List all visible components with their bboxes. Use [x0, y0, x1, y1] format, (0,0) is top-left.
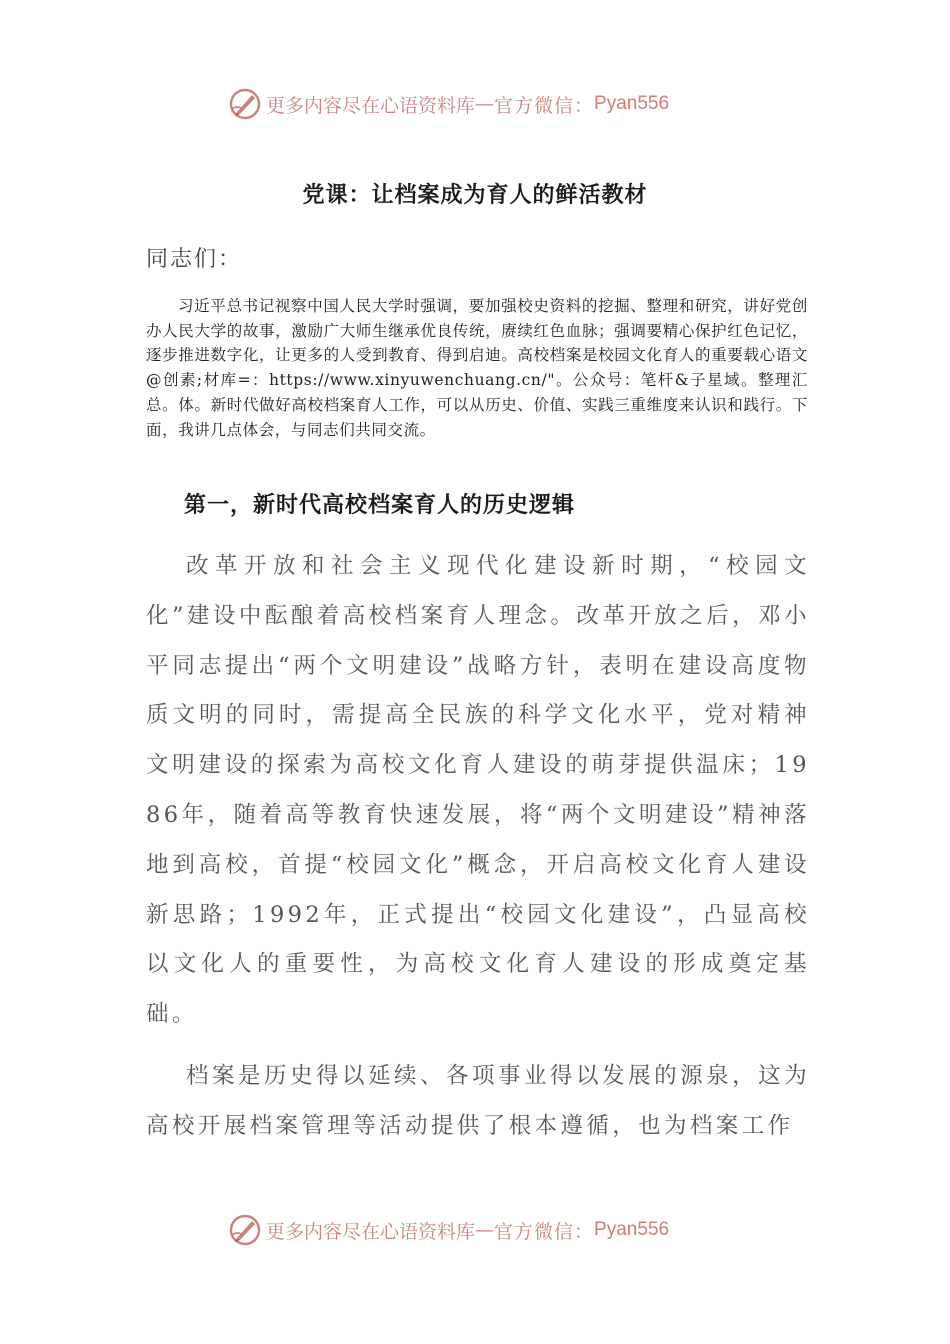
salutation: 同志们： — [146, 247, 243, 272]
banner-text: 更多内容尽在心语资料库 — [266, 1220, 476, 1243]
banner-wechat-id: Pyan556 — [594, 93, 670, 114]
banner-wechat-label: 官方微信： — [494, 94, 595, 117]
watermark-banner-top — [228, 84, 669, 124]
document-title: 党课：让档案成为育人的鲜活教材 — [302, 182, 648, 208]
banner-wechat-label: 官方微信： — [494, 1220, 595, 1243]
banner-separator: — — [475, 93, 495, 115]
banner-separator: — — [475, 1219, 495, 1241]
pen-logo-icon — [228, 87, 262, 121]
watermark-banner-bottom — [228, 1210, 669, 1250]
body-paragraph: 改革开放和社会主义现代化建设新时期，“校园文化”建设中酝酿着高校档案育人理念。改革开放之后，邓小平同志提出“两个文明建设”战略方针，表明在建设高度物质文明的同时，需提高全民族的科学文化水平，党对精神文明建设的探索为高校文化育人建设的萌芽提供温床；1986年，随着高等教育快速发展，将“两个文明建设”精神落地到高校，首提“校园文化”概念，开启高校文化育人建设新思路；1992年，正式提出“校园文化建设”，凸显高校以文化人的重要性，为高校文化育人建设的形成奠定基础。 — [146, 553, 810, 1028]
pen-logo-icon — [228, 1213, 262, 1247]
intro-paragraph: 习近平总书记视察中国人民大学时强调，要加强校史资料的挖掘、整理和研究，讲好党创办人民大学的故事，激励广大师生继承优良传统，赓续红色血脉；强调要精心保护红色记忆，逐步推进数字化，让更多的人受到教育、得到启迪。高校档案是校园文化育人的重要载心语文@创素;材库=：https://www.xinyuwenchuang.cn/"。公众号：笔杆&子星域。整理汇总。体。新时代做好高校档案育人工作，可以从历史、价值、实践三重维度来认识和践行。下面，我讲几点体会，与同志们共同交流。 — [146, 297, 808, 439]
banner-text: 更多内容尽在心语资料库 — [266, 94, 476, 117]
section-heading: 第一，新时代高校档案育人的历史逻辑 — [184, 492, 576, 518]
body-paragraph: 档案是历史得以延续、各项事业得以发展的源泉，这为高校开展档案管理等活动提供了根本遵循，也为档案工作 — [146, 1063, 810, 1139]
banner-wechat-id: Pyan556 — [594, 1219, 670, 1240]
